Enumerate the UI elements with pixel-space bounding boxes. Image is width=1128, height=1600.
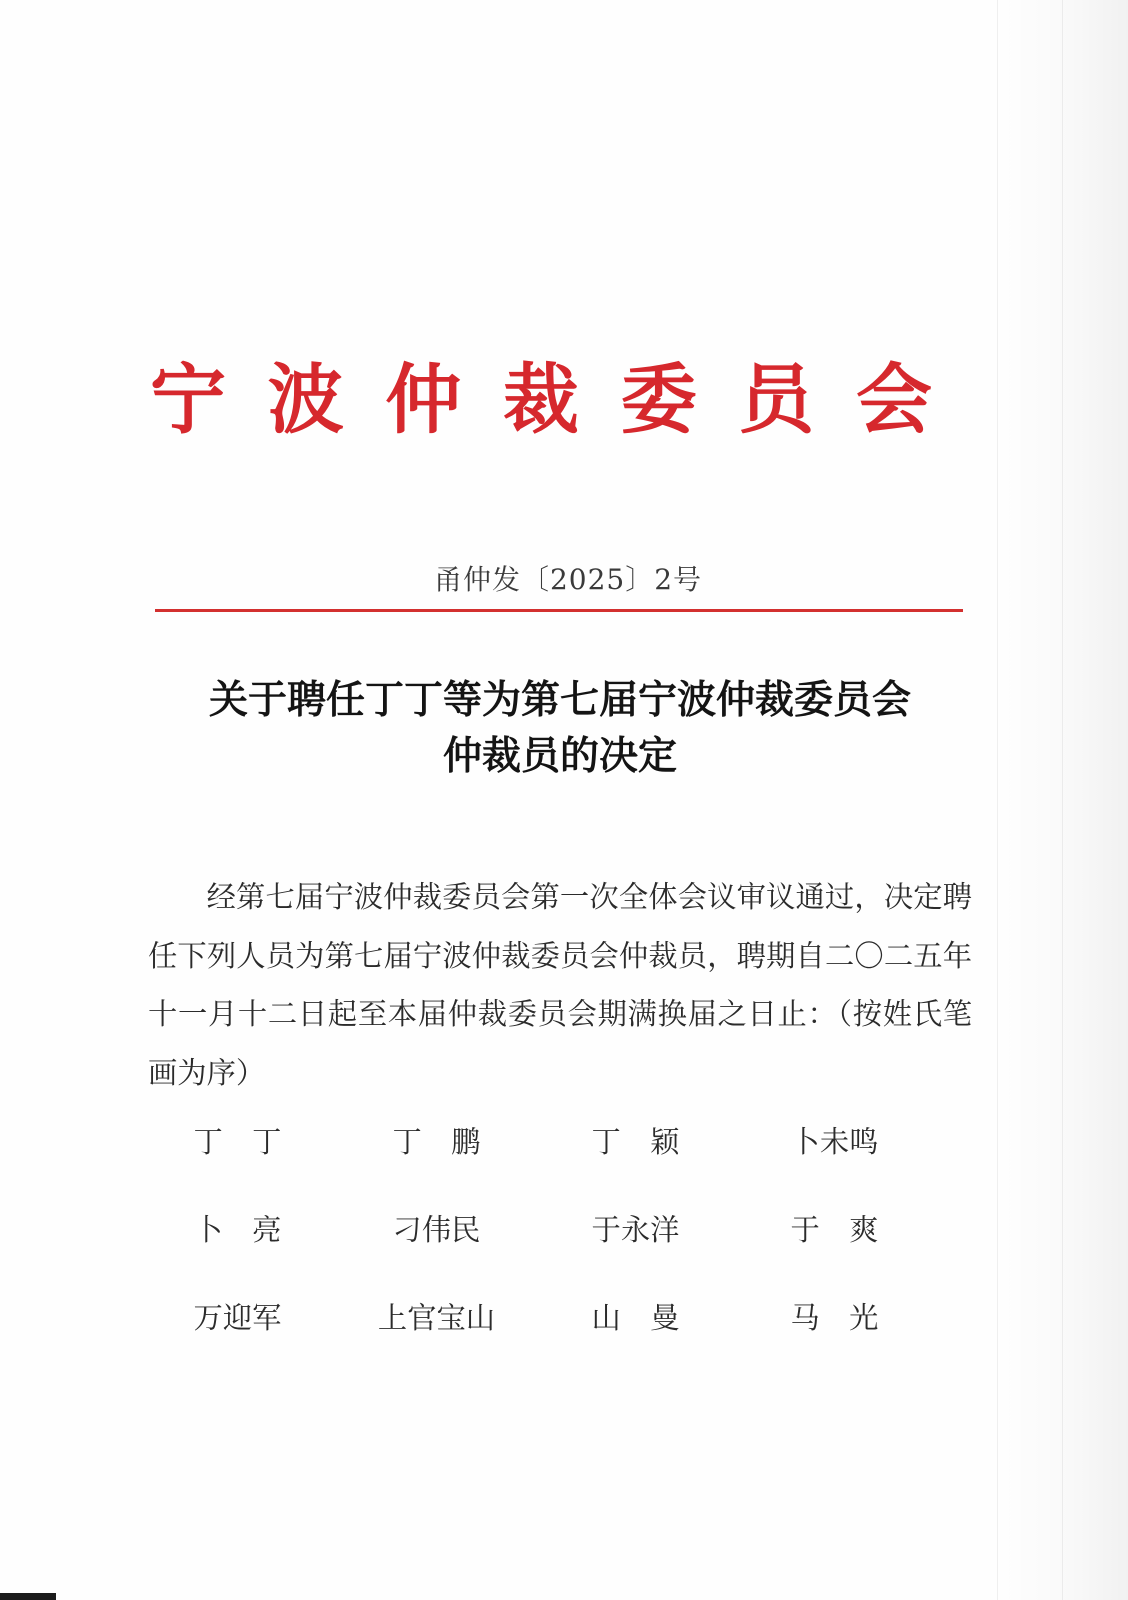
name-char: 爽 — [849, 1213, 879, 1248]
name-char: 颖 — [650, 1125, 680, 1160]
name-char: 鸣 — [849, 1125, 879, 1160]
appointee-name — [392, 1125, 481, 1160]
name-char: 民 — [451, 1213, 481, 1248]
appointee-cell — [138, 1099, 337, 1187]
appointee-name — [193, 1125, 282, 1160]
name-char: 官 — [407, 1301, 437, 1336]
organization-header-char: 裁 — [502, 355, 579, 444]
appointee-name — [193, 1213, 282, 1248]
appointee-cell — [337, 1099, 536, 1187]
name-char: 丁 — [193, 1125, 223, 1160]
name-char: 上 — [377, 1301, 408, 1336]
name-char: 永 — [620, 1213, 651, 1248]
scan-corner-mark — [0, 1593, 56, 1600]
name-char: 卜 — [790, 1125, 820, 1160]
organization-header-char: 员 — [738, 355, 815, 444]
appointee-cell — [337, 1187, 536, 1275]
scan-artifact-line — [997, 0, 998, 1600]
appointee-cell — [337, 1275, 536, 1363]
appointee-cell — [138, 1275, 337, 1363]
name-char: 刁 — [392, 1213, 422, 1248]
name-char: 山 — [591, 1301, 621, 1336]
appointee-name — [591, 1213, 680, 1248]
document-title — [140, 672, 980, 784]
appointee-cell — [536, 1187, 735, 1275]
name-char: 未 — [819, 1125, 850, 1160]
name-char: 于 — [591, 1213, 621, 1248]
name-char: 丁 — [591, 1125, 621, 1160]
organization-header — [150, 355, 932, 444]
name-char: 丁 — [392, 1125, 422, 1160]
appointee-name — [790, 1301, 879, 1336]
appointee-name — [392, 1213, 481, 1248]
name-char: 于 — [790, 1213, 820, 1248]
title-line-2: 仲裁员的决定 — [442, 733, 677, 779]
appointee-cell — [536, 1275, 735, 1363]
scan-edge-shadow — [1000, 0, 1128, 1600]
appointee-name — [591, 1301, 680, 1336]
appointee-list — [138, 1099, 934, 1363]
appointee-name — [377, 1301, 496, 1336]
appointee-cell — [536, 1099, 735, 1187]
appointee-name — [790, 1213, 879, 1248]
name-char: 军 — [252, 1301, 282, 1336]
appointee-cell — [138, 1187, 337, 1275]
name-char: 山 — [465, 1301, 496, 1336]
red-separator-line — [155, 609, 963, 612]
appointee-cell — [735, 1187, 934, 1275]
decision-paragraph: 经第七届宁波仲裁委员会第一次全体会议审议通过，决定聘任下列人员为第七届宁波仲裁委员会仲裁员，聘期自二〇二五年十一月十二日起至本届仲裁委员会期满换届之日止：（按姓氏笔画为序） — [148, 880, 972, 1090]
appointee-cell — [735, 1099, 934, 1187]
title-line-1: 关于聘任丁丁等为第七届宁波仲裁委员会 — [208, 677, 911, 723]
name-char: 亮 — [252, 1213, 282, 1248]
name-char: 鹏 — [451, 1125, 481, 1160]
organization-header-char: 委 — [620, 355, 697, 444]
name-char: 马 — [790, 1301, 820, 1336]
name-char: 光 — [849, 1301, 879, 1336]
appointee-name — [193, 1301, 282, 1336]
name-char: 洋 — [650, 1213, 680, 1248]
name-char: 丁 — [252, 1125, 282, 1160]
organization-header-char: 宁 — [150, 355, 226, 444]
name-char: 宝 — [436, 1301, 466, 1336]
organization-header-char: 仲 — [385, 355, 462, 444]
scan-artifact-line — [1062, 0, 1063, 1600]
appointee-cell — [735, 1275, 934, 1363]
name-char: 伟 — [421, 1213, 452, 1248]
organization-header-char: 波 — [267, 355, 344, 444]
name-char: 迎 — [222, 1301, 253, 1336]
name-char: 万 — [193, 1301, 223, 1336]
organization-header-char: 会 — [855, 355, 932, 444]
name-char: 曼 — [650, 1301, 680, 1336]
appointee-name — [591, 1125, 680, 1160]
document-number: 甬仲发〔2025〕2号 — [433, 563, 703, 596]
name-char: 卜 — [193, 1213, 223, 1248]
appointee-name — [790, 1125, 879, 1160]
